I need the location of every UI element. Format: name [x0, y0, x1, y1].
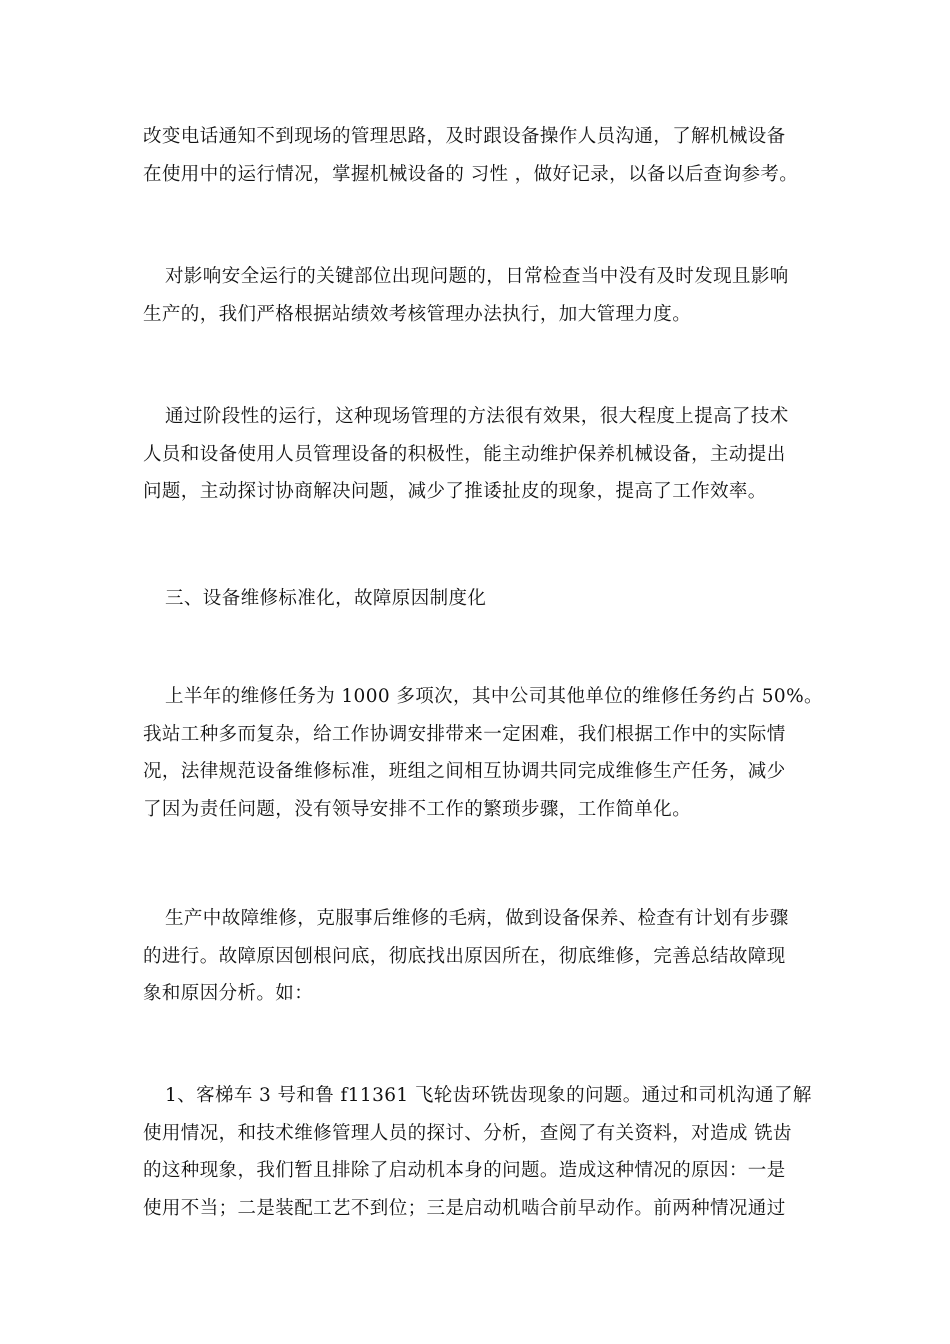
- text-line: 问题，主动探讨协商解决问题，减少了推诿扯皮的现象，提高了工作效率。: [143, 481, 767, 502]
- text-line: 生产的，我们严格根据站绩效考核管理办法执行，加大管理力度。: [143, 303, 692, 325]
- text-line: 生产中故障维修，克服事后维修的毛病，做到设备保养、检查有计划有步骤: [165, 908, 789, 929]
- paragraph-safety-issues: [143, 258, 809, 333]
- text-line: 的这种现象，我们暂且排除了启动机本身的问题。造成这种情况的原因：一是: [143, 1160, 786, 1181]
- text-line: 况，法律规范设备维修标准，班组之间相互协调共同完成维修生产任务，减少: [143, 761, 786, 782]
- text-line: 1、客梯车 3 号和鲁 f11361 飞轮齿环铣齿现象的问题。通过和司机沟通了解: [165, 1085, 812, 1106]
- text-line: 象和原因分析。如：: [143, 983, 314, 1004]
- text-line: 通过阶段性的运行，这种现场管理的方法很有效果，很大程度上提高了技术: [165, 406, 789, 427]
- text-line: 改变电话通知不到现场的管理思路，及时跟设备操作人员沟通，了解机械设备: [143, 126, 786, 147]
- text-line: 了因为责任问题，没有领导安排不工作的繁琐步骤，工作简单化。: [143, 798, 692, 820]
- text-line: 上半年的维修任务为 1000 多项次，其中公司其他单位的维修任务约占 50%。: [165, 686, 823, 707]
- paragraph-fault-repair: [143, 900, 809, 1013]
- text-line: 对影响安全运行的关键部位出现问题的，日常检查当中没有及时发现且影响: [165, 266, 789, 287]
- paragraph-maintenance-tasks: [143, 678, 823, 828]
- text-line: 的进行。故障原因刨根问底，彻底找出原因所在，彻底维修，完善总结故障现: [143, 945, 786, 967]
- section-heading-three: [143, 580, 809, 618]
- text-line: 在使用中的运行情况，掌握机械设备的 习性 ，做好记录，以备以后查询参考。: [143, 163, 799, 185]
- paragraph-phase-results: [143, 398, 809, 511]
- text-line: 使用情况，和技术维修管理人员的探讨、分析，查阅了有关资料，对造成 铣齿: [143, 1122, 792, 1144]
- paragraph-management-approach: [143, 118, 809, 193]
- text-line: 人员和设备使用人员管理设备的积极性，能主动维护保养机械设备，主动提出: [143, 443, 786, 465]
- text-line: 我站工种多而复杂，给工作协调安排带来一定困难，我们根据工作中的实际情: [143, 723, 786, 745]
- paragraph-example-one: [143, 1077, 812, 1227]
- text-line: 三、设备维修标准化，故障原因制度化: [165, 588, 487, 609]
- text-line: 使用不当；二是装配工艺不到位；三是启动机啮合前早动作。前两种情况通过: [143, 1197, 786, 1219]
